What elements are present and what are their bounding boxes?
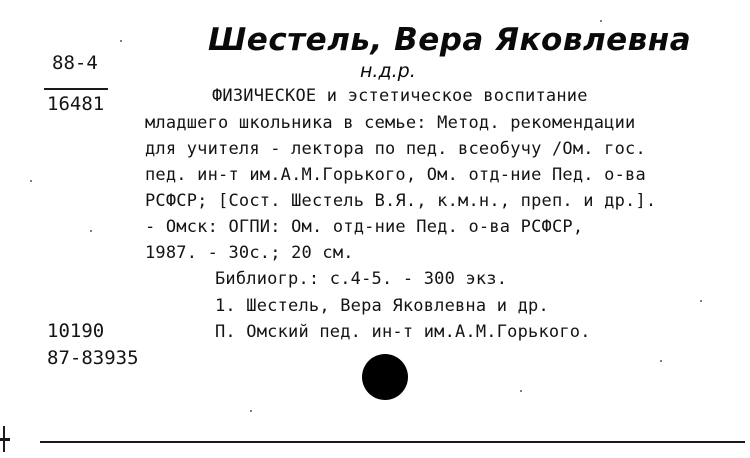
- noise-speck: [700, 300, 702, 302]
- body-line-1: ФИЗИЧЕСКОЕ и эстетическое воспитание: [212, 86, 588, 106]
- noise-speck: [120, 40, 122, 42]
- body-line-7: 1987. - 30с.; 20 см.: [145, 243, 354, 263]
- shelfmark-top: 88-4: [52, 52, 98, 74]
- left-edge-bar: [0, 438, 10, 441]
- handwritten-note: н.д.р.: [360, 60, 416, 82]
- bottom-rule: [40, 441, 745, 443]
- handwritten-author-name: Шестель, Вера Яковлевна: [208, 22, 692, 58]
- noise-speck: [30, 180, 32, 182]
- accession-number: 16481: [47, 93, 105, 115]
- code-87-83935: 87-83935: [47, 347, 139, 369]
- body-line-2: младшего школьника в семье: Метод. рекомендации: [145, 113, 636, 133]
- tracing-line-2: П. Омский пед. ин-т им.А.М.Горького.: [215, 322, 591, 342]
- body-line-4: пед. ин-т им.А.М.Горького, Ом. отд-ние Пед. о-ва: [145, 165, 646, 185]
- noise-speck: [250, 410, 252, 412]
- tracing-line-1: 1. Шестель, Вера Яковлевна и др.: [215, 296, 549, 316]
- noise-speck: [520, 390, 522, 392]
- noise-speck: [600, 20, 602, 22]
- body-line-6: - Омск: ОГПИ: Ом. отд-ние Пед. о-ва РСФСР,: [145, 217, 584, 237]
- body-line-3: для учителя - лектора по пед. всеобучу /Ом. гос.: [145, 139, 646, 159]
- noise-speck: [660, 360, 662, 362]
- code-10190: 10190: [47, 320, 105, 342]
- body-line-5: РСФСР; [Сост. Шестель В.Я., к.м.н., преп. и др.].: [145, 191, 657, 211]
- shelfmark-divider: [44, 88, 108, 90]
- bibliography-note: Библиогр.: с.4-5. - 300 экз.: [215, 269, 508, 289]
- punch-hole-mark: [362, 354, 408, 400]
- noise-speck: [90, 230, 92, 232]
